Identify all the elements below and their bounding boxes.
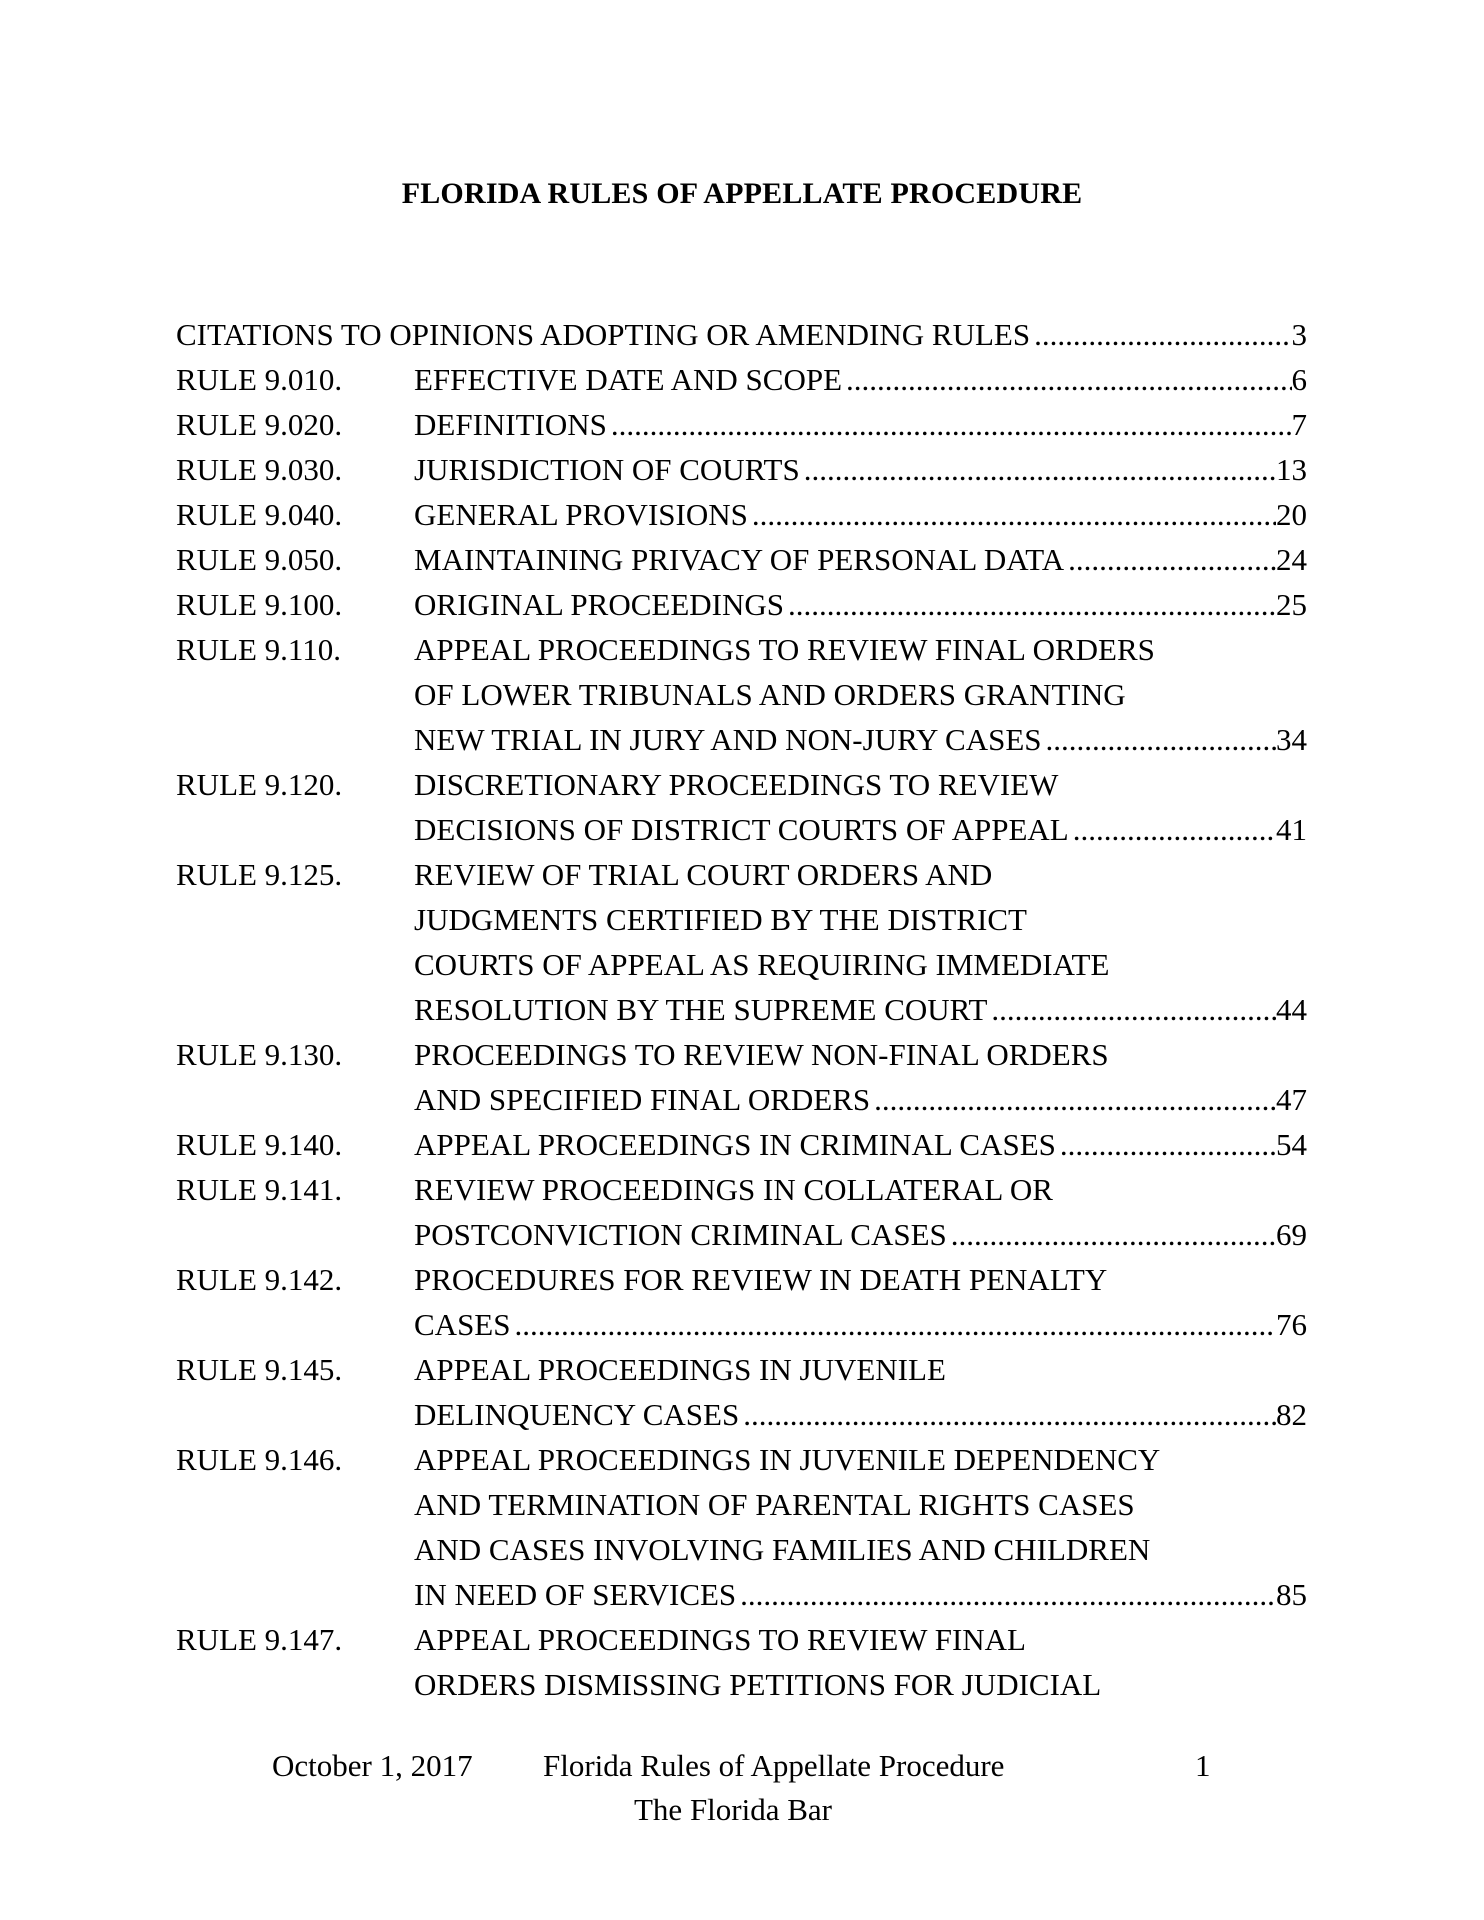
toc-entry-title: ORIGINAL PROCEEDINGS [414,582,788,627]
toc-entry-line [176,1572,1307,1617]
toc-entry-title: RESOLUTION BY THE SUPREME COURT [414,987,991,1032]
toc-intro-label: CITATIONS TO OPINIONS ADOPTING OR AMENDING RULES [176,312,1034,357]
toc-entry-line [176,1527,1307,1572]
toc-entry-line [176,582,1307,627]
toc-entry-title: DEFINITIONS [414,402,611,447]
toc-entry-title: APPEAL PROCEEDINGS IN JUVENILE [414,1352,946,1387]
toc-entry-title: CASES [414,1302,514,1347]
toc-entry-page: 13 [1276,452,1307,487]
toc-rule-number: RULE 9.020. [176,407,343,442]
toc-rule-number: RULE 9.145. [176,1352,343,1387]
toc-entry-leader [414,717,1307,762]
toc-entry-page: 54 [1276,1127,1307,1162]
toc-entry-page: 25 [1276,587,1307,622]
toc-entry-leader [414,582,1307,627]
toc-entry-page: 44 [1276,992,1307,1027]
toc-rule-number: RULE 9.130. [176,1037,343,1072]
toc-entry-leader [414,1212,1307,1257]
dot-leader [846,357,1291,402]
footer-date: October 1, 2017 [272,1748,473,1783]
toc-entry-line [176,1257,1307,1302]
toc-entry-page: 76 [1276,1307,1307,1342]
toc-entry-title: DECISIONS OF DISTRICT COURTS OF APPEAL [414,807,1073,852]
toc-entry-title: OF LOWER TRIBUNALS AND ORDERS GRANTING [414,677,1126,712]
toc-entry-leader [414,1302,1307,1347]
toc-entry-page: 47 [1276,1082,1307,1117]
page-title: FLORIDA RULES OF APPELLATE PROCEDURE [401,177,1083,210]
footer-title: Florida Rules of Appellate Procedure [543,1748,1005,1783]
dot-leader [743,1392,1276,1437]
toc-rule-number: RULE 9.050. [176,542,343,577]
toc-entry-line [176,717,1307,762]
toc-entry-title: DISCRETIONARY PROCEEDINGS TO REVIEW [414,767,1059,802]
dot-leader [514,1302,1276,1347]
toc-entry-page: 6 [1291,362,1307,397]
toc-entry-line [176,672,1307,717]
toc-entry-title: PROCEDURES FOR REVIEW IN DEATH PENALTY [414,1262,1108,1297]
toc-entry-title: AND SPECIFIED FINAL ORDERS [414,1077,874,1122]
toc-entry-line [176,1437,1307,1482]
toc-entry-leader [414,492,1307,537]
toc-entry-line [176,1167,1307,1212]
toc-entry-title: APPEAL PROCEEDINGS TO REVIEW FINAL ORDERS [414,632,1155,667]
toc-entry-line [176,1392,1307,1437]
toc-entry-line [176,1482,1307,1527]
toc-rule-number: RULE 9.030. [176,452,343,487]
toc-rule-number: RULE 9.100. [176,587,343,622]
toc-entry-leader [414,357,1307,402]
toc-entry-leader [414,1077,1307,1122]
dot-leader [752,492,1276,537]
toc-entry-line [176,1032,1307,1077]
toc-rule-number: RULE 9.040. [176,497,343,532]
toc-entry-title: EFFECTIVE DATE AND SCOPE [414,357,846,402]
toc-entry-title: COURTS OF APPEAL AS REQUIRING IMMEDIATE [414,947,1110,982]
toc-entry-line [176,402,1307,447]
toc-entry-line [176,537,1307,582]
toc-entry-page: 20 [1276,497,1307,532]
dot-leader [1060,1122,1276,1167]
toc-rule-number: RULE 9.110. [176,632,342,667]
dot-leader [874,1077,1276,1122]
toc-entry-line [176,762,1307,807]
page-footer [0,1744,1484,1832]
toc-entry-line [176,1077,1307,1122]
toc-entry-title: REVIEW OF TRIAL COURT ORDERS AND [414,857,993,892]
toc-entry-page: 69 [1276,1217,1307,1252]
toc-entry-leader [414,402,1307,447]
toc-rule-number: RULE 9.120. [176,767,343,802]
table-of-contents [176,312,1307,1707]
toc-entry-title: POSTCONVICTION CRIMINAL CASES [414,1212,951,1257]
toc-entry-title: AND TERMINATION OF PARENTAL RIGHTS CASES [414,1487,1135,1522]
toc-entry-title: NEW TRIAL IN JURY AND NON-JURY CASES [414,717,1046,762]
toc-entry-title: DELINQUENCY CASES [414,1392,743,1437]
toc-rule-number: RULE 9.010. [176,362,343,397]
toc-entry-title: ORDERS DISMISSING PETITIONS FOR JUDICIAL [414,1667,1102,1702]
toc-entry-title: APPEAL PROCEEDINGS IN CRIMINAL CASES [414,1122,1060,1167]
toc-entry-leader [414,1572,1307,1617]
toc-rule-number: RULE 9.141. [176,1172,343,1207]
toc-entry-line [176,942,1307,987]
toc-rule-number: RULE 9.146. [176,1442,343,1477]
toc-entry-title: AND CASES INVOLVING FAMILIES AND CHILDREN [414,1532,1151,1567]
toc-entry-page: 82 [1276,1397,1307,1432]
toc-entry-title: PROCEEDINGS TO REVIEW NON-FINAL ORDERS [414,1037,1109,1072]
toc-entry-page: 24 [1276,542,1307,577]
toc-entry-line [176,897,1307,942]
toc-intro-line [176,312,1307,357]
footer-publisher: The Florida Bar [634,1792,833,1827]
toc-entry-leader [414,537,1307,582]
footer-page-number: 1 [1195,1748,1211,1783]
toc-rule-number: RULE 9.140. [176,1127,343,1162]
toc-entry-title: APPEAL PROCEEDINGS TO REVIEW FINAL [414,1622,1026,1657]
toc-entry-page: 34 [1276,722,1307,757]
toc-entry-line [176,1662,1307,1707]
toc-entry-title: APPEAL PROCEEDINGS IN JUVENILE DEPENDENCY [414,1442,1161,1477]
footer-row [0,1744,1484,1788]
toc-entry-page: 41 [1276,812,1307,847]
toc-entry-line [176,627,1307,672]
toc-entry-line [176,1617,1307,1662]
dot-leader [788,582,1276,627]
dot-leader [740,1572,1276,1617]
toc-intro-leader [176,312,1307,357]
toc-entry-leader [414,1392,1307,1437]
toc-entry-line [176,1212,1307,1257]
toc-entry-leader [414,987,1307,1032]
toc-rule-number: RULE 9.142. [176,1262,343,1297]
toc-intro-page: 3 [1291,317,1307,352]
toc-entry-line [176,492,1307,537]
toc-entry-title: JURISDICTION OF COURTS [414,447,804,492]
dot-leader [611,402,1292,447]
toc-entry-leader [414,807,1307,852]
toc-rule-number: RULE 9.125. [176,857,343,892]
toc-entry-line [176,987,1307,1032]
toc-entry-leader [414,1122,1307,1167]
toc-entry-line [176,357,1307,402]
toc-rule-number: RULE 9.147. [176,1622,343,1657]
dot-leader [991,987,1276,1032]
dot-leader [1068,537,1276,582]
toc-entry-line [176,1347,1307,1392]
dot-leader [951,1212,1276,1257]
toc-entry-leader [414,447,1307,492]
toc-entry-line [176,447,1307,492]
dot-leader [1034,312,1291,357]
toc-entry-title: IN NEED OF SERVICES [414,1572,740,1617]
toc-entry-title: REVIEW PROCEEDINGS IN COLLATERAL OR [414,1172,1053,1207]
toc-entry-title: MAINTAINING PRIVACY OF PERSONAL DATA [414,537,1068,582]
toc-entry-title: GENERAL PROVISIONS [414,492,752,537]
footer-row [0,1788,1484,1832]
toc-entry-title: JUDGMENTS CERTIFIED BY THE DISTRICT [414,902,1027,937]
toc-entry-line [176,807,1307,852]
toc-entry-page: 7 [1291,407,1307,442]
toc-entry-line [176,1302,1307,1347]
toc-entry-page: 85 [1276,1577,1307,1612]
dot-leader [804,447,1276,492]
toc-entry-line [176,852,1307,897]
dot-leader [1046,717,1276,762]
toc-entry-line [176,1122,1307,1167]
dot-leader [1073,807,1276,852]
